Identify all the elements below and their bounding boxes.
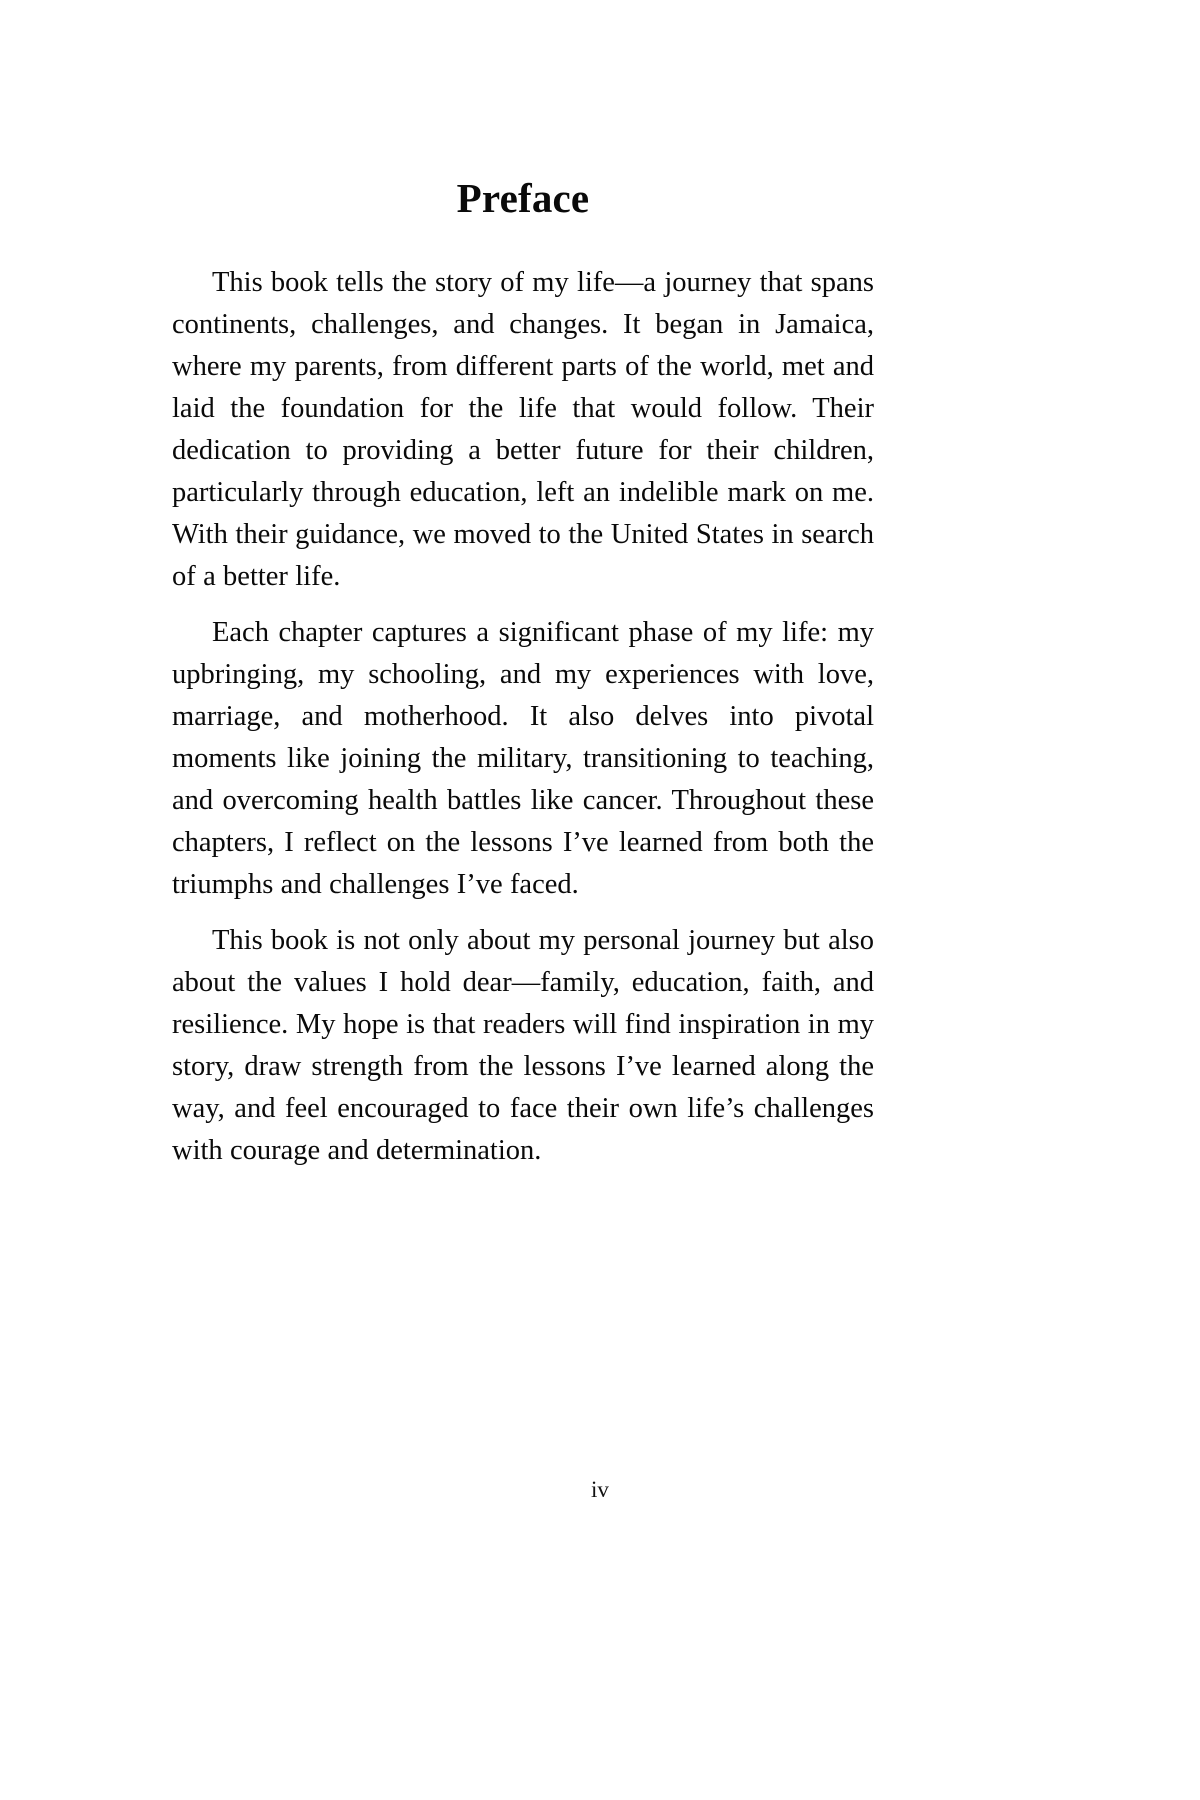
paragraph: This book is not only about my personal journey but also about the values I hold dear—family, education, faith, and resilience. My hope is that readers will find inspiration in my story, draw strength from the lessons I’ve learned along the way, and feel encouraged to face their own life’s challenges with courage and determination.: [172, 925, 874, 1166]
page-title: Preface: [456, 175, 590, 221]
body-text: [172, 262, 874, 1172]
paragraph: This book tells the story of my life—a journey that spans continents, challenges, and changes. It began in Jamaica, where my parents, from different parts of the world, met and laid the foundation for the life that would follow. Their dedication to providing a better future for their children, particularly through education, left an indelible mark on me. With their guidance, we moved to the United States in search of a better life.: [172, 267, 874, 592]
page-number: iv: [591, 1477, 609, 1502]
paragraph: Each chapter captures a significant phase of my life: my upbringing, my schooling, and my experiences with love, marriage, and motherhood. It also delves into pivotal moments like joining the military, transitioning to teaching, and overcoming health battles like cancer. Throughout these chapters, I reflect on the lessons I’ve learned from both the triumphs and challenges I’ve faced.: [172, 617, 874, 900]
